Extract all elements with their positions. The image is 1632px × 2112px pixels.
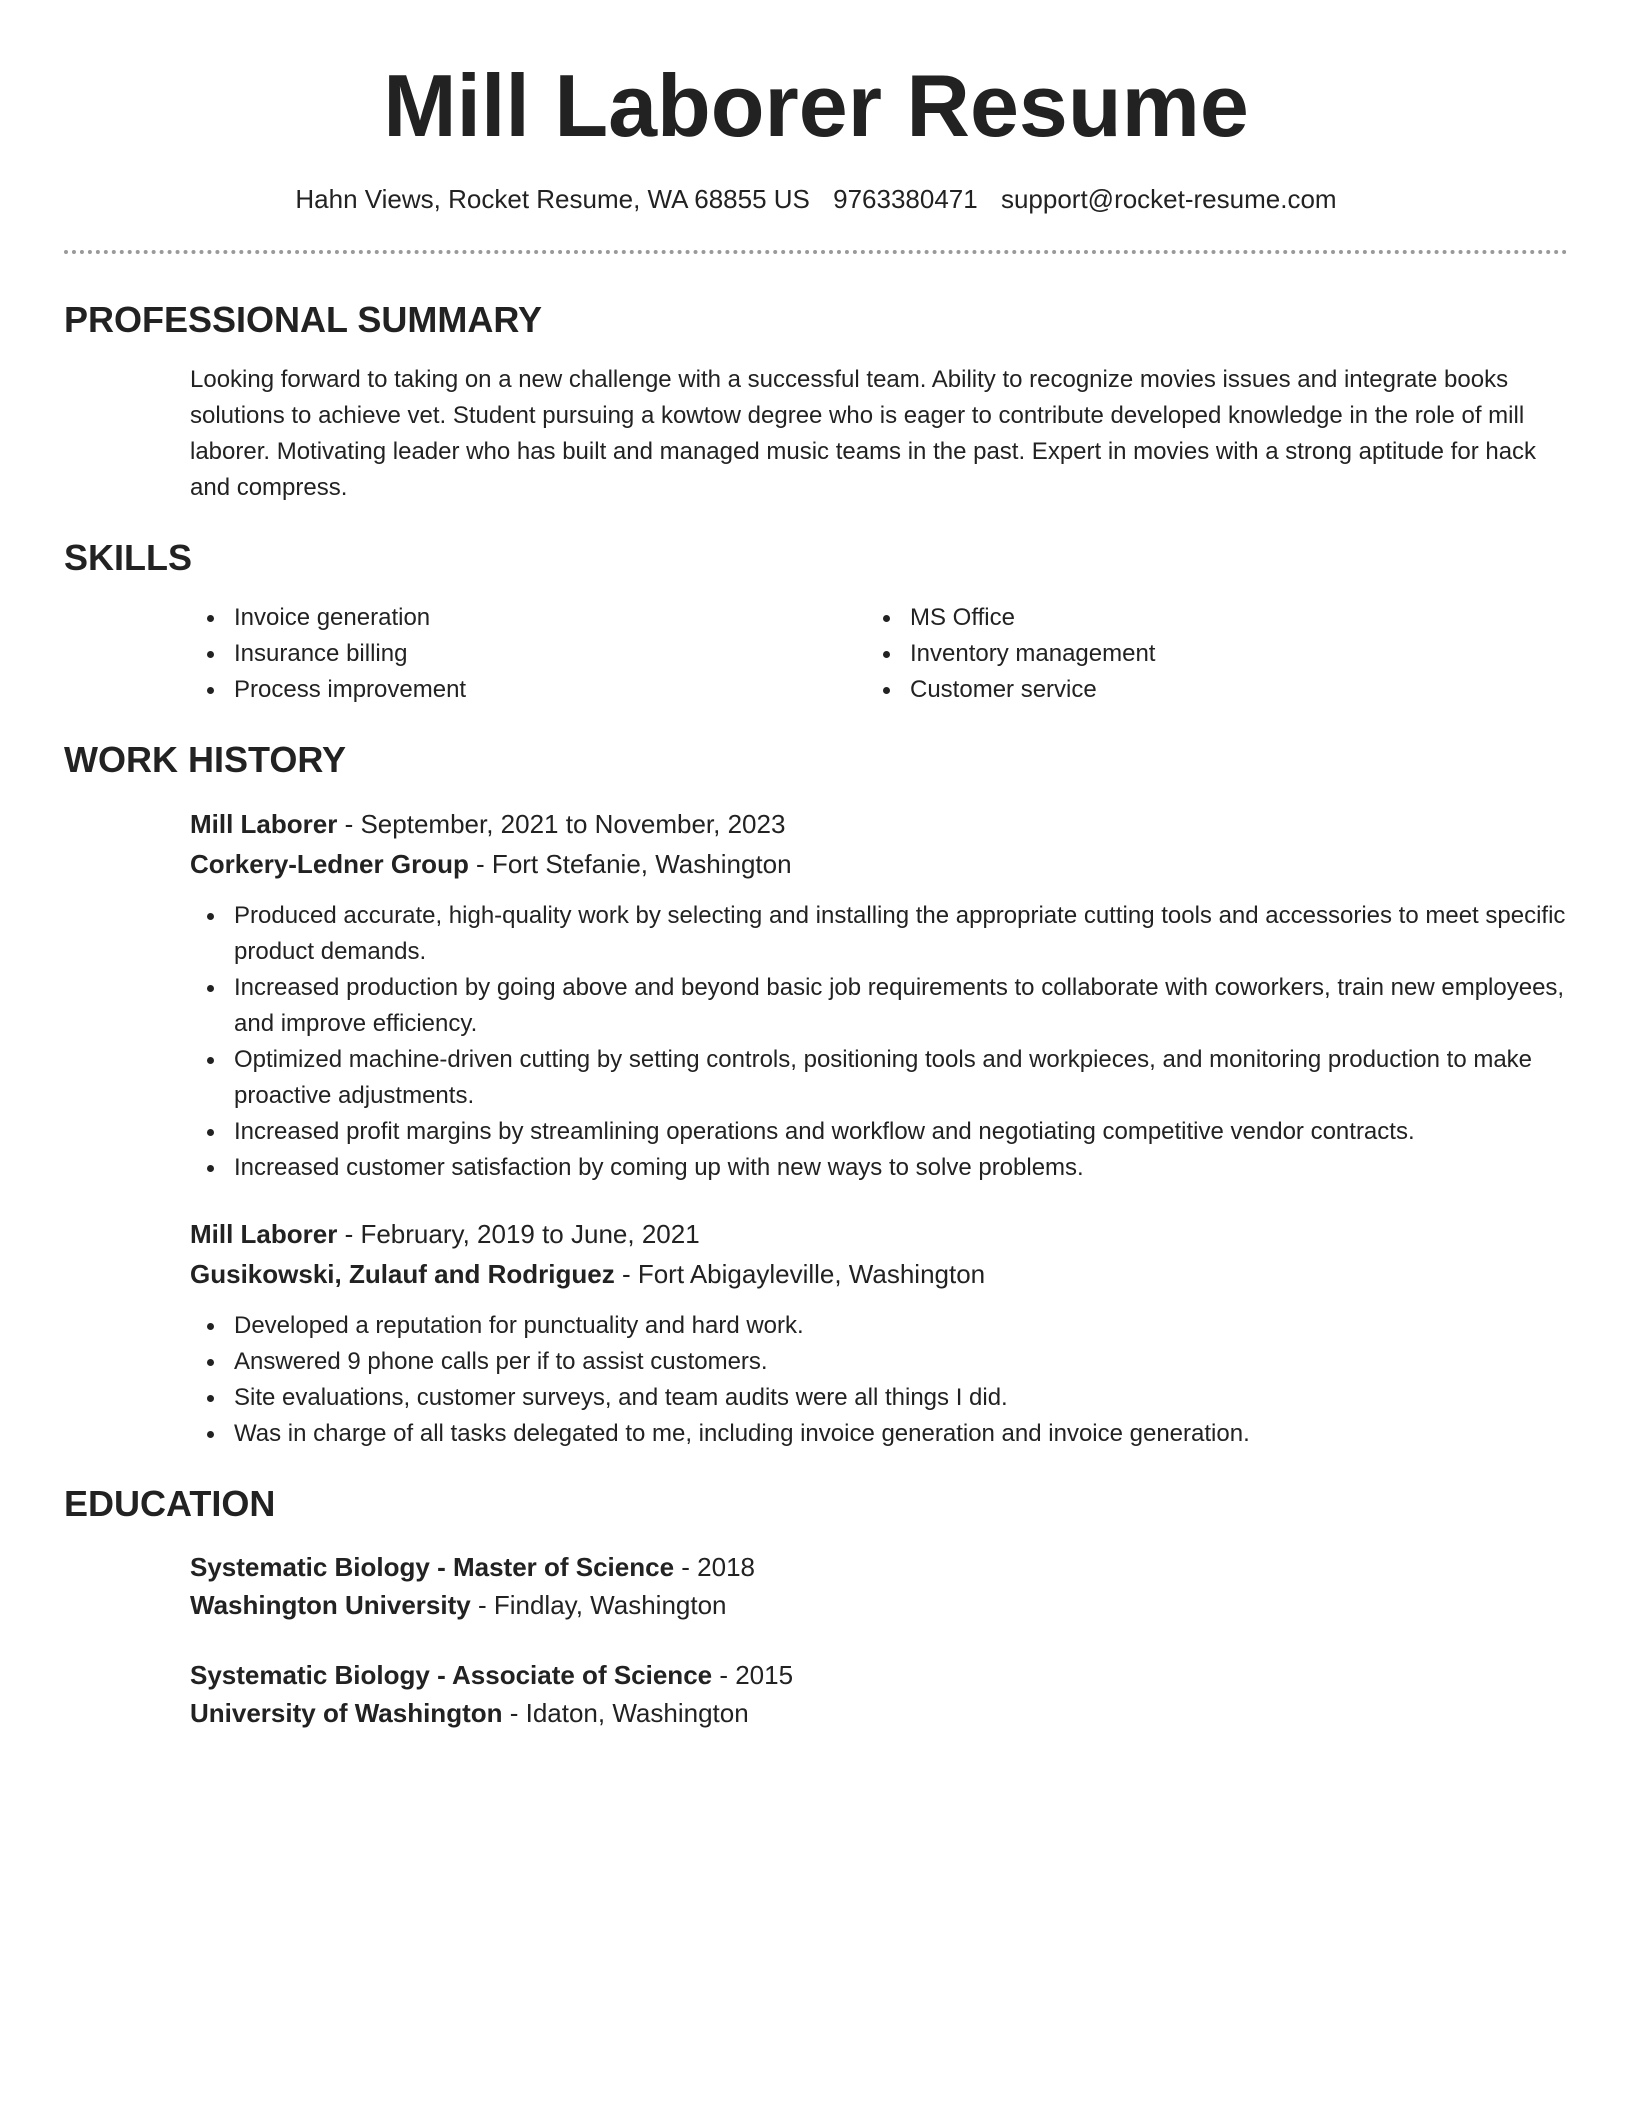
job-company-line [190, 1254, 1568, 1294]
skills-heading: SKILLS [64, 537, 193, 578]
job-bullet: Optimized machine-driven cutting by setting controls, positioning tools and workpieces, and monitoring production to make proactive adjustments. [190, 1042, 1568, 1114]
education-school: University of Washington [190, 1698, 503, 1728]
job-location: - Fort Stefanie, Washington [468, 849, 792, 879]
education-degree: Systematic Biology - Associate of Science [190, 1660, 713, 1690]
job-bullet: Produced accurate, high-quality work by selecting and installing the appropriate cutting tools and accessories to meet specific product demands. [190, 898, 1568, 970]
job-bullet: Increased production by going above and beyond basic job requirements to collaborate with coworkers, train new employees, and improve efficiency. [190, 970, 1568, 1042]
skill-item: Process improvement [190, 672, 866, 708]
skill-item: Insurance billing [190, 636, 866, 672]
contact-phone: 9763380471 [833, 184, 978, 214]
skill-item: Invoice generation [190, 600, 866, 636]
job-title-line [190, 804, 1568, 844]
job-company: Gusikowski, Zulauf and Rodriguez [190, 1259, 615, 1289]
job-title-line [190, 1214, 1568, 1254]
education-year: - 2018 [674, 1552, 755, 1582]
skill-item: Inventory management [866, 636, 1542, 672]
skills-column-right [866, 600, 1542, 708]
skill-item: Customer service [866, 672, 1542, 708]
job-bullet: Answered 9 phone calls per if to assist customers. [190, 1344, 1568, 1380]
education-entry [190, 1548, 1568, 1624]
education-year: - 2015 [712, 1660, 794, 1690]
education-degree: Systematic Biology - Master of Science [190, 1552, 675, 1582]
job-bullet: Site evaluations, customer surveys, and team audits were all things I did. [190, 1380, 1568, 1416]
education-school: Washington University [190, 1590, 471, 1620]
job-bullets [190, 1308, 1568, 1452]
job-entry [190, 804, 1568, 1186]
job-bullet: Was in charge of all tasks delegated to me, including invoice generation and invoice generation. [190, 1416, 1568, 1452]
job-bullet: Increased customer satisfaction by coming up with new ways to solve problems. [190, 1150, 1568, 1186]
resume-title: Mill Laborer Resume [383, 56, 1249, 155]
summary-heading: PROFESSIONAL SUMMARY [64, 299, 543, 340]
job-bullet: Developed a reputation for punctuality and hard work. [190, 1308, 1568, 1344]
education-entry [190, 1656, 1568, 1732]
education-location: - Findlay, Washington [470, 1590, 727, 1620]
job-title: Mill Laborer [190, 1219, 338, 1249]
job-company-line [190, 844, 1568, 884]
work-history-heading: WORK HISTORY [64, 739, 347, 780]
education-school-line [190, 1586, 1568, 1624]
education-degree-line [190, 1548, 1568, 1586]
header-divider [64, 250, 1568, 254]
education-school-line [190, 1694, 1568, 1732]
education-location: - Idaton, Washington [502, 1698, 749, 1728]
skills-column-left [190, 600, 866, 708]
job-bullets [190, 898, 1568, 1186]
job-entry [190, 1214, 1568, 1452]
summary-text: Looking forward to taking on a new challenge with a successful team. Ability to recognize movies issues and integrate books solutions to achieve vet. Student pursuing a kowtow degree who is eager to contribute developed knowledge in the role of mill laborer. Motivating leader who has built and managed music teams in the past. Expert in movies with a strong aptitude for hack and compress. [190, 366, 1537, 501]
skills-list [190, 600, 1568, 708]
job-dates: - September, 2021 to November, 2023 [337, 809, 786, 839]
job-location: - Fort Abigayleville, Washington [614, 1259, 986, 1289]
contact-address: Hahn Views, Rocket Resume, WA 68855 US [295, 184, 810, 214]
job-bullet: Increased profit margins by streamlining operations and workflow and negotiating competitive vendor contracts. [190, 1114, 1568, 1150]
job-dates: - February, 2019 to June, 2021 [337, 1219, 700, 1249]
job-title: Mill Laborer [190, 809, 338, 839]
skill-item: MS Office [866, 600, 1542, 636]
education-degree-line [190, 1656, 1568, 1694]
education-heading: EDUCATION [64, 1483, 276, 1524]
contact-email: support@rocket-resume.com [1000, 184, 1337, 214]
contact-info [64, 182, 1568, 216]
job-company: Corkery-Ledner Group [190, 849, 469, 879]
